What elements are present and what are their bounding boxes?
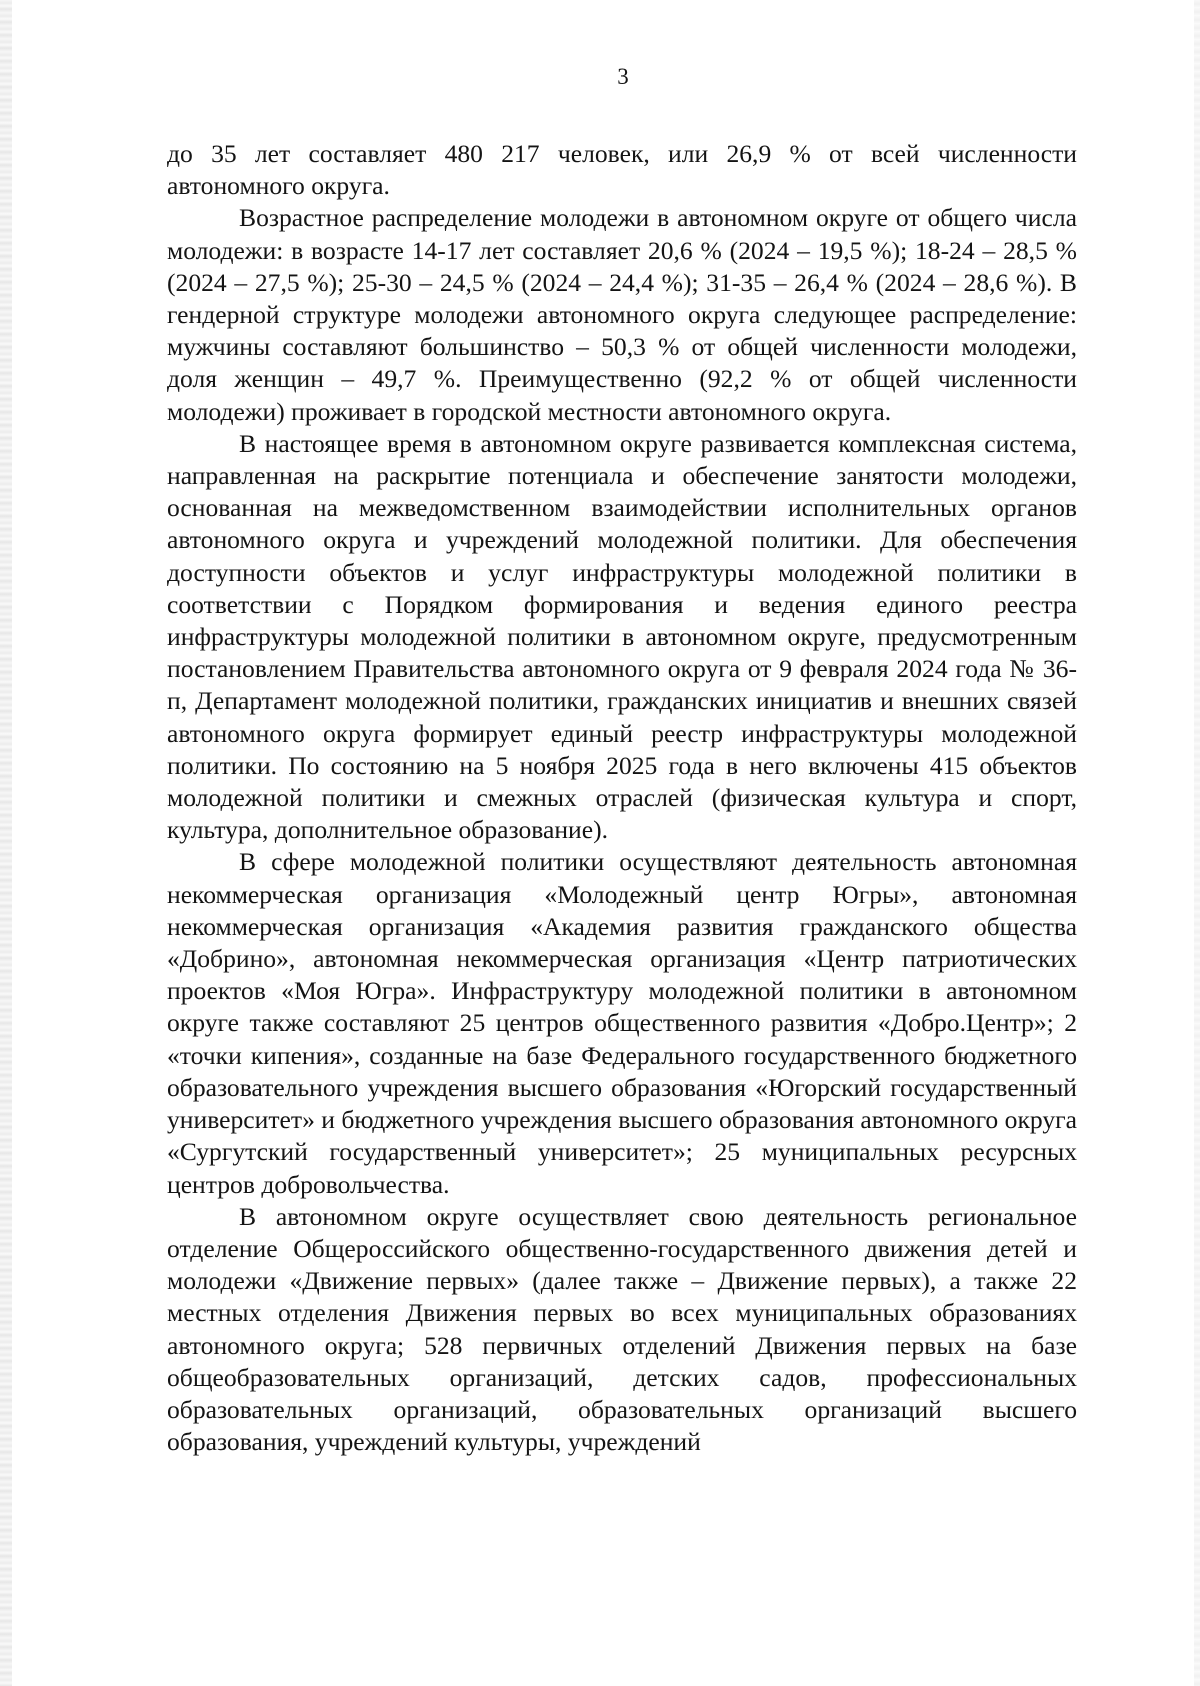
scan-edge-right — [1194, 0, 1200, 1686]
scan-edge-left — [0, 0, 12, 1686]
page-number: 3 — [617, 64, 629, 89]
paragraph-4: В сфере молодежной политики осуществляют деятельность автономная некоммерческая организация «Молодежный центр Югры», автономная некоммерческая организация «Академия развития гражданского общества «Добрино», автономная некоммерческая организация «Центр патриотических проектов «Моя Югра». Инфраструктуру молодежной политики в автономном округе также составляют 25 центров общественного развития «Добро.Центр»; 2 «точки кипения», созданные на базе Федерального государственного бюджетного образовательного учреждения высшего образования «Югорский государственный университет» и бюджетного учреждения высшего образования автономного округа «Сургутский государственный университет»; 25 муниципальных ресурсных центров добровольчества. — [167, 847, 1077, 1199]
paragraph-1: до 35 лет составляет 480 217 человек, или 26,9 % от всей численности автономного округа. — [167, 139, 1077, 201]
document-body — [167, 138, 1077, 1458]
paragraph-5: В автономном округе осуществляет свою деятельность региональное отделение Общероссийского общественно-государственного движения детей и молодежи «Движение первых» (далее также – Движение первых), а также 22 местных отделения Движения первых во всех муниципальных образованиях автономного округа; 528 первичных отделений Движения первых на базе общеобразовательных организаций, детских садов, профессиональных образовательных организаций, образовательных организаций высшего образования, учреждений культуры, учреждений — [167, 1201, 1077, 1457]
paragraph-2: Возрастное распределение молодежи в автономном округе от общего числа молодежи: в возрасте 14-17 лет составляет 20,6 % (2024 – 19,5 %); 18-24 – 28,5 % (2024 – 27,5 %); 25-30 – 24,5 % (2024 – 24,4 %); 31-35 – 26,4 % (2024 – 28,6 %). В гендерной структуре молодежи автономного округа следующее распределение: мужчины составляют большинство – 50,3 % от общей численности молодежи, доля женщин – 49,7 %. Преимущественно (92,2 % от общей численности молодежи) проживает в городской местности автономного округа. — [167, 203, 1077, 426]
paragraph-3: В настоящее время в автономном округе развивается комплексная система, направленная на раскрытие потенциала и обеспечение занятости молодежи, основанная на межведомственном взаимодействии исполнительных органов автономного округа и учреждений молодежной политики. Для обеспечения доступности объектов и услуг инфраструктуры молодежной политики в соответствии с Порядком формирования и ведения единого реестра инфраструктуры молодежной политики в автономном округе, предусмотренным постановлением Правительства автономного округа от 9 февраля 2024 года № 36-п, Департамент молодежной политики, гражданских инициатив и внешних связей автономного округа формирует единый реестр инфраструктуры молодежной политики. По состоянию на 5 ноября 2025 года в него включены 415 объектов молодежной политики и смежных отраслей (физическая культура и спорт, культура, дополнительное образование). — [167, 428, 1077, 845]
